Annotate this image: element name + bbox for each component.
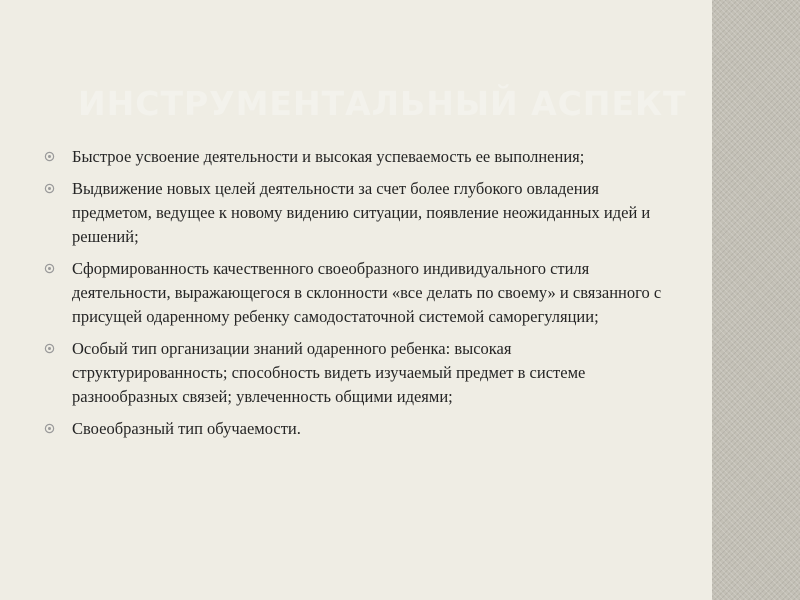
bullet-text: Быстрое усвоение деятельности и высокая успеваемость ее выполнения; <box>72 147 585 166</box>
slide-title: ИНСТРУМЕНТАЛЬНЫЙ АСПЕКТ <box>78 84 687 123</box>
bullet-text: Сформированность качественного своеобразного индивидуального стиля деятельности, выражающегося в склонности «все делать по своему» и связанного с присущей одаренному ребенку самодостаточной системой саморегуляции; <box>72 259 662 326</box>
circle-bullet-icon <box>44 151 55 162</box>
circle-bullet-icon <box>44 263 55 274</box>
bullet-text: Особый тип организации знаний одаренного ребенка: высокая структурированность; способность видеть изучаемый предмет в системе разнообразных связей; увлеченность общими идеями; <box>72 339 586 406</box>
bullet-item <box>44 337 664 409</box>
decorative-side-panel <box>712 0 800 600</box>
bullet-item <box>44 417 664 441</box>
bullet-item <box>44 145 664 169</box>
bullet-item <box>44 257 664 329</box>
circle-bullet-icon <box>44 183 55 194</box>
circle-bullet-icon <box>44 423 55 434</box>
bullet-text: Выдвижение новых целей деятельности за счет более глубокого овладения предметом, ведущее к новому видению ситуации, появление неожиданных идей и решений; <box>72 179 651 246</box>
bullet-item <box>44 177 664 249</box>
bullet-list <box>44 145 664 449</box>
bullet-text: Своеобразный тип обучаемости. <box>72 419 301 438</box>
circle-bullet-icon <box>44 343 55 354</box>
